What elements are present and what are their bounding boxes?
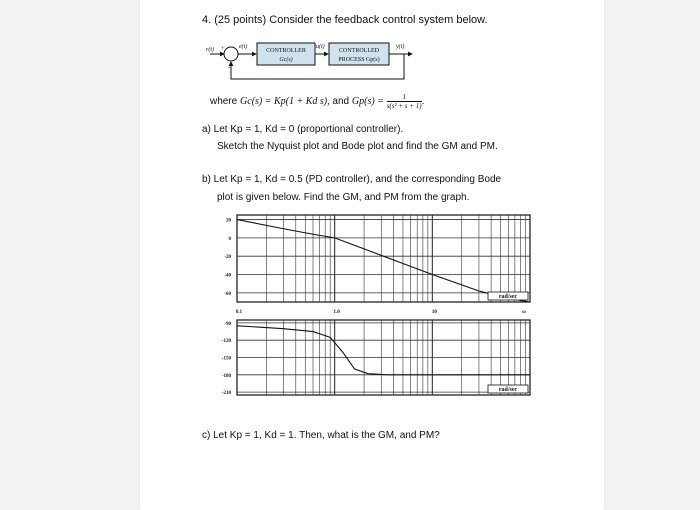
controller-line1: CONTROLLER xyxy=(266,48,306,54)
transfer-line xyxy=(210,93,424,110)
phase-ytick-label: -210 xyxy=(221,391,231,397)
output-signal-label: y(t) xyxy=(396,44,405,50)
phase-unit-label: rad/sec xyxy=(498,387,518,393)
phase-ytick-label: -180 xyxy=(221,373,231,379)
question-heading: 4. (25 points) Consider the feedback control system below. xyxy=(202,14,488,26)
document-page xyxy=(140,0,604,510)
magnitude-ytick-label: 20 xyxy=(226,218,231,224)
frequency-tick-label: 1.0 xyxy=(333,310,340,315)
part-a-line2: Sketch the Nyquist plot and Bode plot and find the GM and PM. xyxy=(217,141,498,152)
summing-junction xyxy=(224,47,238,61)
minus-sign: - xyxy=(228,63,231,71)
magnitude-ytick-label: -60 xyxy=(224,291,231,297)
bode-plot xyxy=(140,205,604,405)
frequency-tick-label: 10 xyxy=(431,310,437,315)
control-signal-label: u(t) xyxy=(316,44,325,50)
process-line2: PROCESS Gp(s) xyxy=(338,57,380,63)
phase-ytick-label: -120 xyxy=(221,339,231,345)
transfer-prefix: where xyxy=(210,96,238,108)
controller-line2: Gc(s) xyxy=(279,57,293,63)
part-a-line1: a) Let Kp = 1, Kd = 0 (proportional controller). xyxy=(202,124,404,135)
gp-denominator: s(s² + s + 1) xyxy=(386,102,422,110)
gp-numerator: 1 xyxy=(402,93,406,101)
frequency-tick-label: ω xyxy=(522,310,526,315)
plus-sign: + xyxy=(221,46,225,52)
frequency-tick-label: 0.1 xyxy=(235,310,243,315)
block-diagram xyxy=(140,35,604,130)
magnitude-ytick-label: -40 xyxy=(224,273,231,279)
magnitude-ytick-label: -20 xyxy=(224,255,231,261)
gc-expression: Gc(s) = Kp(1 + Kd s), xyxy=(240,96,330,108)
gp-fraction xyxy=(387,93,422,110)
part-b-line1: b) Let Kp = 1, Kd = 0.5 (PD controller), and the corresponding Bode xyxy=(202,174,502,185)
error-signal-label: e(t) xyxy=(239,44,248,50)
transfer-suffix: . xyxy=(421,96,425,108)
phase-ytick-label: -90 xyxy=(224,321,231,327)
process-line1: CONTROLLED xyxy=(339,48,379,54)
input-signal-label: r(t) xyxy=(206,47,214,53)
phase-ytick-label: -150 xyxy=(221,356,231,362)
gp-lhs: Gp(s) = xyxy=(351,96,384,108)
part-c-line1: c) Let Kp = 1, Kd = 1. Then, what is the GM, and PM? xyxy=(202,430,440,441)
part-b-line2: plot is given below. Find the GM, and PM from the graph. xyxy=(217,192,470,203)
and-word: and xyxy=(332,96,350,108)
magnitude-unit-label: rad/sec xyxy=(498,294,518,300)
magnitude-ytick-label: 0 xyxy=(228,236,231,242)
